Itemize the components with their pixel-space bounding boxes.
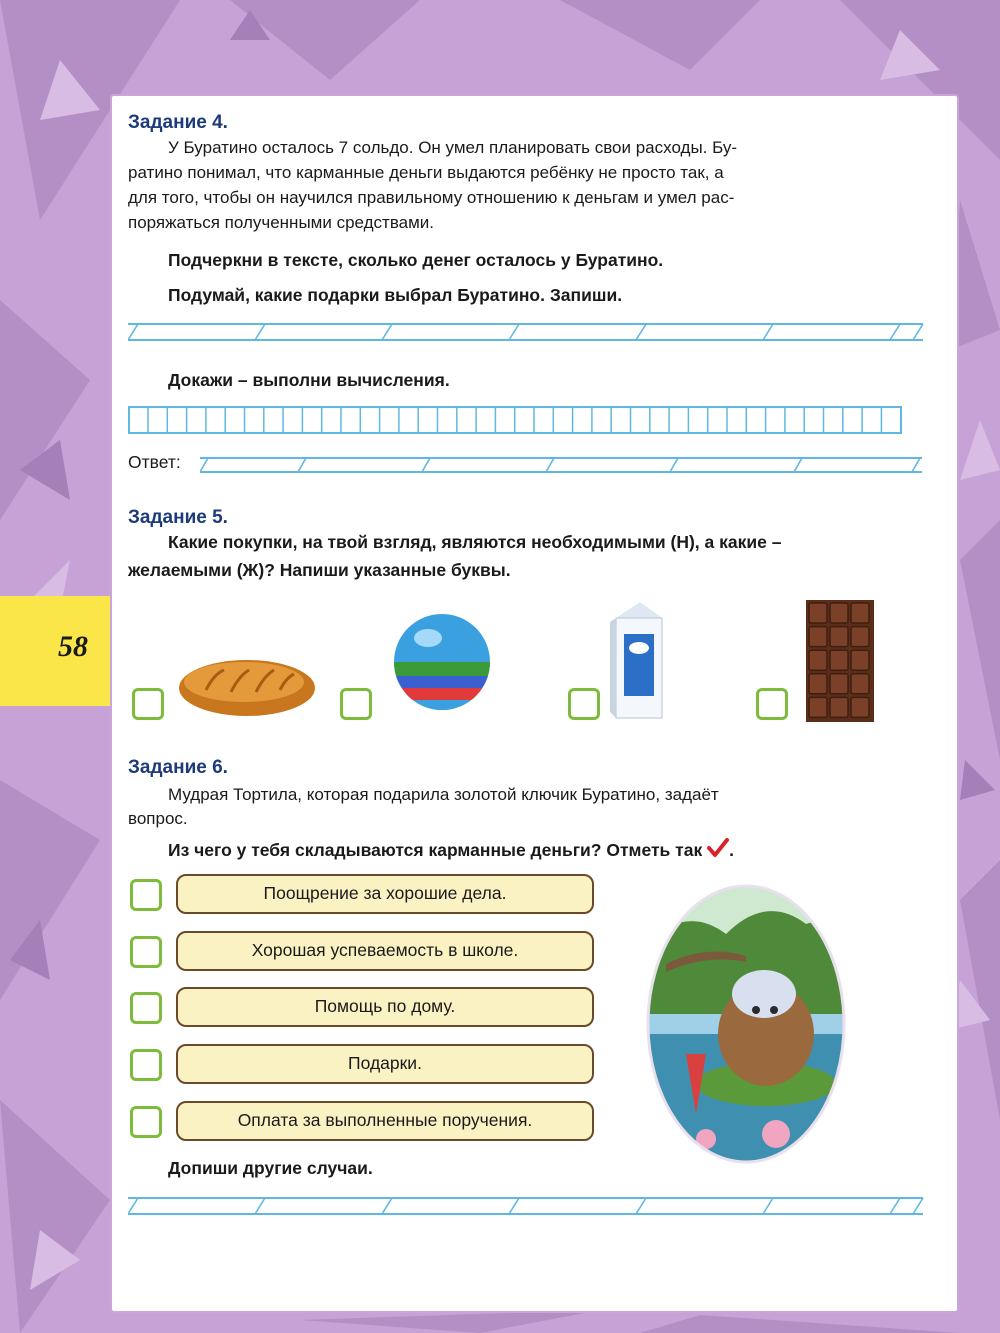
- calculation-grid[interactable]: [128, 406, 904, 436]
- answer-label: Ответ:: [128, 452, 181, 472]
- task5-question-line2: желаемыми (Ж)? Напиши указанные буквы.: [128, 560, 511, 580]
- task6-question-text: Из чего у тебя складываются карманные деньги? Отметь так: [168, 840, 703, 860]
- option-checkbox-1[interactable]: [130, 879, 162, 911]
- task6-question: [168, 838, 734, 861]
- answer-line[interactable]: [200, 452, 928, 480]
- writing-lines-gifts[interactable]: [128, 318, 928, 348]
- task4-title: Задание 4.: [128, 112, 228, 133]
- writing-lines-other-cases[interactable]: [128, 1192, 928, 1222]
- task4-text-line4: поряжаться полученными средствами.: [128, 213, 435, 232]
- chocolate-letter-box[interactable]: [756, 688, 788, 720]
- task5-question-line1: Какие покупки, на твой взгляд, являются необходимыми (Н), а какие –: [168, 532, 782, 552]
- task5-title: Задание 5.: [128, 507, 228, 528]
- option-checkbox-2[interactable]: [130, 936, 162, 968]
- page-number-tab: [0, 596, 110, 706]
- option-errands[interactable]: Оплата за выполненные поручения.: [176, 1101, 594, 1141]
- option-praise[interactable]: Поощрение за хорошие дела.: [176, 874, 594, 914]
- task4-text-line2: ратино понимал, что карманные деньги выдаются ребёнку не просто так, а: [128, 163, 724, 182]
- milk-letter-box[interactable]: [568, 688, 600, 720]
- task4-instruction-underline: Подчеркни в тексте, сколько денег осталось у Буратино.: [168, 250, 664, 270]
- task6-extra-instruction: Допиши другие случаи.: [168, 1158, 373, 1178]
- bread-icon: [176, 652, 318, 720]
- bread-letter-box[interactable]: [132, 688, 164, 720]
- checkmark-icon: [707, 838, 729, 858]
- task6-question-period: .: [729, 840, 734, 860]
- task4-instruction-calc: Докажи – выполни вычисления.: [168, 370, 450, 390]
- option-checkbox-4[interactable]: [130, 1049, 162, 1081]
- task4-text-line1: У Буратино осталось 7 сольдо. Он умел планировать свои расходы. Бу-: [168, 138, 738, 157]
- milk-carton-icon: [610, 598, 668, 722]
- tortilla-turtle-illustration: [646, 884, 846, 1164]
- task4-text-line3: для того, чтобы он научился правильному отношению к деньгам и умел рас-: [128, 188, 735, 207]
- option-grades[interactable]: Хорошая успеваемость в школе.: [176, 931, 594, 971]
- task6-title: Задание 6.: [128, 757, 228, 778]
- page-number: 58: [58, 630, 88, 663]
- chocolate-bar-icon: [806, 600, 874, 722]
- option-checkbox-3[interactable]: [130, 992, 162, 1024]
- option-checkbox-5[interactable]: [130, 1106, 162, 1138]
- ball-icon: [392, 610, 492, 714]
- option-gifts[interactable]: Подарки.: [176, 1044, 594, 1084]
- ball-letter-box[interactable]: [340, 688, 372, 720]
- task6-text-line1: Мудрая Тортила, которая подарила золотой ключик Буратино, задаёт: [168, 785, 719, 804]
- task4-instruction-write: Подумай, какие подарки выбрал Буратино. Запиши.: [168, 285, 623, 305]
- option-housework[interactable]: Помощь по дому.: [176, 987, 594, 1027]
- task6-text-line2: вопрос.: [128, 809, 188, 828]
